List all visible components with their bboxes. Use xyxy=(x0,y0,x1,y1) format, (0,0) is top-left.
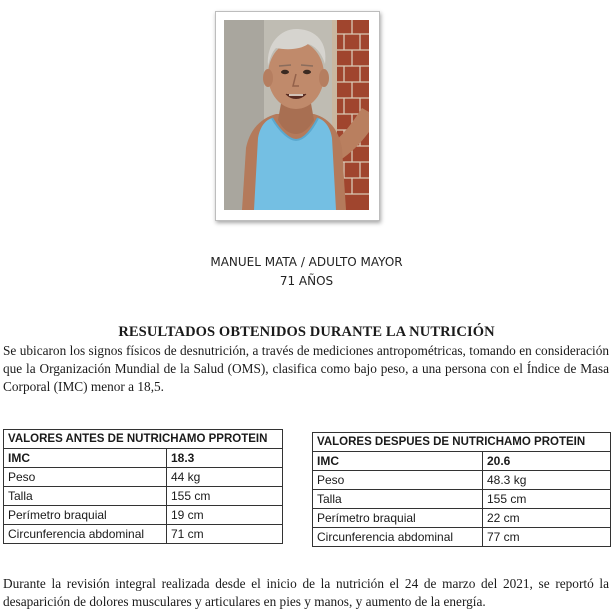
patient-photo-frame xyxy=(215,11,380,221)
row-value: 20.6 xyxy=(483,452,611,471)
row-value: 19 cm xyxy=(167,506,283,525)
row-label: IMC xyxy=(4,449,167,468)
row-label: Perímetro braquial xyxy=(313,509,483,528)
patient-name-caption: MANUEL MATA / ADULTO MAYOR xyxy=(210,255,403,269)
table-row xyxy=(4,468,283,487)
results-title: RESULTADOS OBTENIDOS DURANTE LA NUTRICIÓN xyxy=(118,324,495,340)
table-row xyxy=(4,506,283,525)
table-row xyxy=(313,471,611,490)
row-label: Talla xyxy=(313,490,483,509)
row-value: 155 cm xyxy=(483,490,611,509)
row-value: 77 cm xyxy=(483,528,611,547)
table-before-header: VALORES ANTES DE NUTRICHAMO PPROTEIN xyxy=(4,430,283,449)
table-after-nutrition xyxy=(312,432,611,547)
row-label: Perímetro braquial xyxy=(4,506,167,525)
table-row xyxy=(4,487,283,506)
row-label: Peso xyxy=(4,468,167,487)
table-row xyxy=(4,525,283,544)
footer-paragraph: Durante la revisión integral realizada desde el inicio de la nutrición el 24 de marzo del 2021, se reportó la desaparición de dolores musculares y articulares en pies y manos, y aumento de la energía. xyxy=(3,576,609,609)
table-after-header: VALORES DESPUES DE NUTRICHAMO PROTEIN xyxy=(313,433,611,452)
patient-photo xyxy=(224,20,369,210)
row-label: Circunferencia abdominal xyxy=(313,528,483,547)
table-row xyxy=(313,509,611,528)
row-label: IMC xyxy=(313,452,483,471)
table-row xyxy=(313,528,611,547)
results-intro-paragraph: Se ubicaron los signos físicos de desnutrición, a través de mediciones antropométricas, tomando en consideración que la Organización Mundial de la Salud (OMS), clasifica como bajo peso, a una persona con el Índice de Masa Corporal (IMC) menor a 18,5. xyxy=(3,343,609,394)
row-value: 18.3 xyxy=(167,449,283,468)
patient-age-caption: 71 AÑOS xyxy=(279,274,334,288)
row-value: 48.3 kg xyxy=(483,471,611,490)
row-label: Circunferencia abdominal xyxy=(4,525,167,544)
table-row xyxy=(313,490,611,509)
row-value: 44 kg xyxy=(167,468,283,487)
table-row xyxy=(313,452,611,471)
table-row xyxy=(4,449,283,468)
row-value: 22 cm xyxy=(483,509,611,528)
row-value: 71 cm xyxy=(167,525,283,544)
row-label: Talla xyxy=(4,487,167,506)
row-label: Peso xyxy=(313,471,483,490)
patient-photo-illustration xyxy=(224,20,369,210)
row-value: 155 cm xyxy=(167,487,283,506)
table-before-nutrition xyxy=(3,429,283,544)
